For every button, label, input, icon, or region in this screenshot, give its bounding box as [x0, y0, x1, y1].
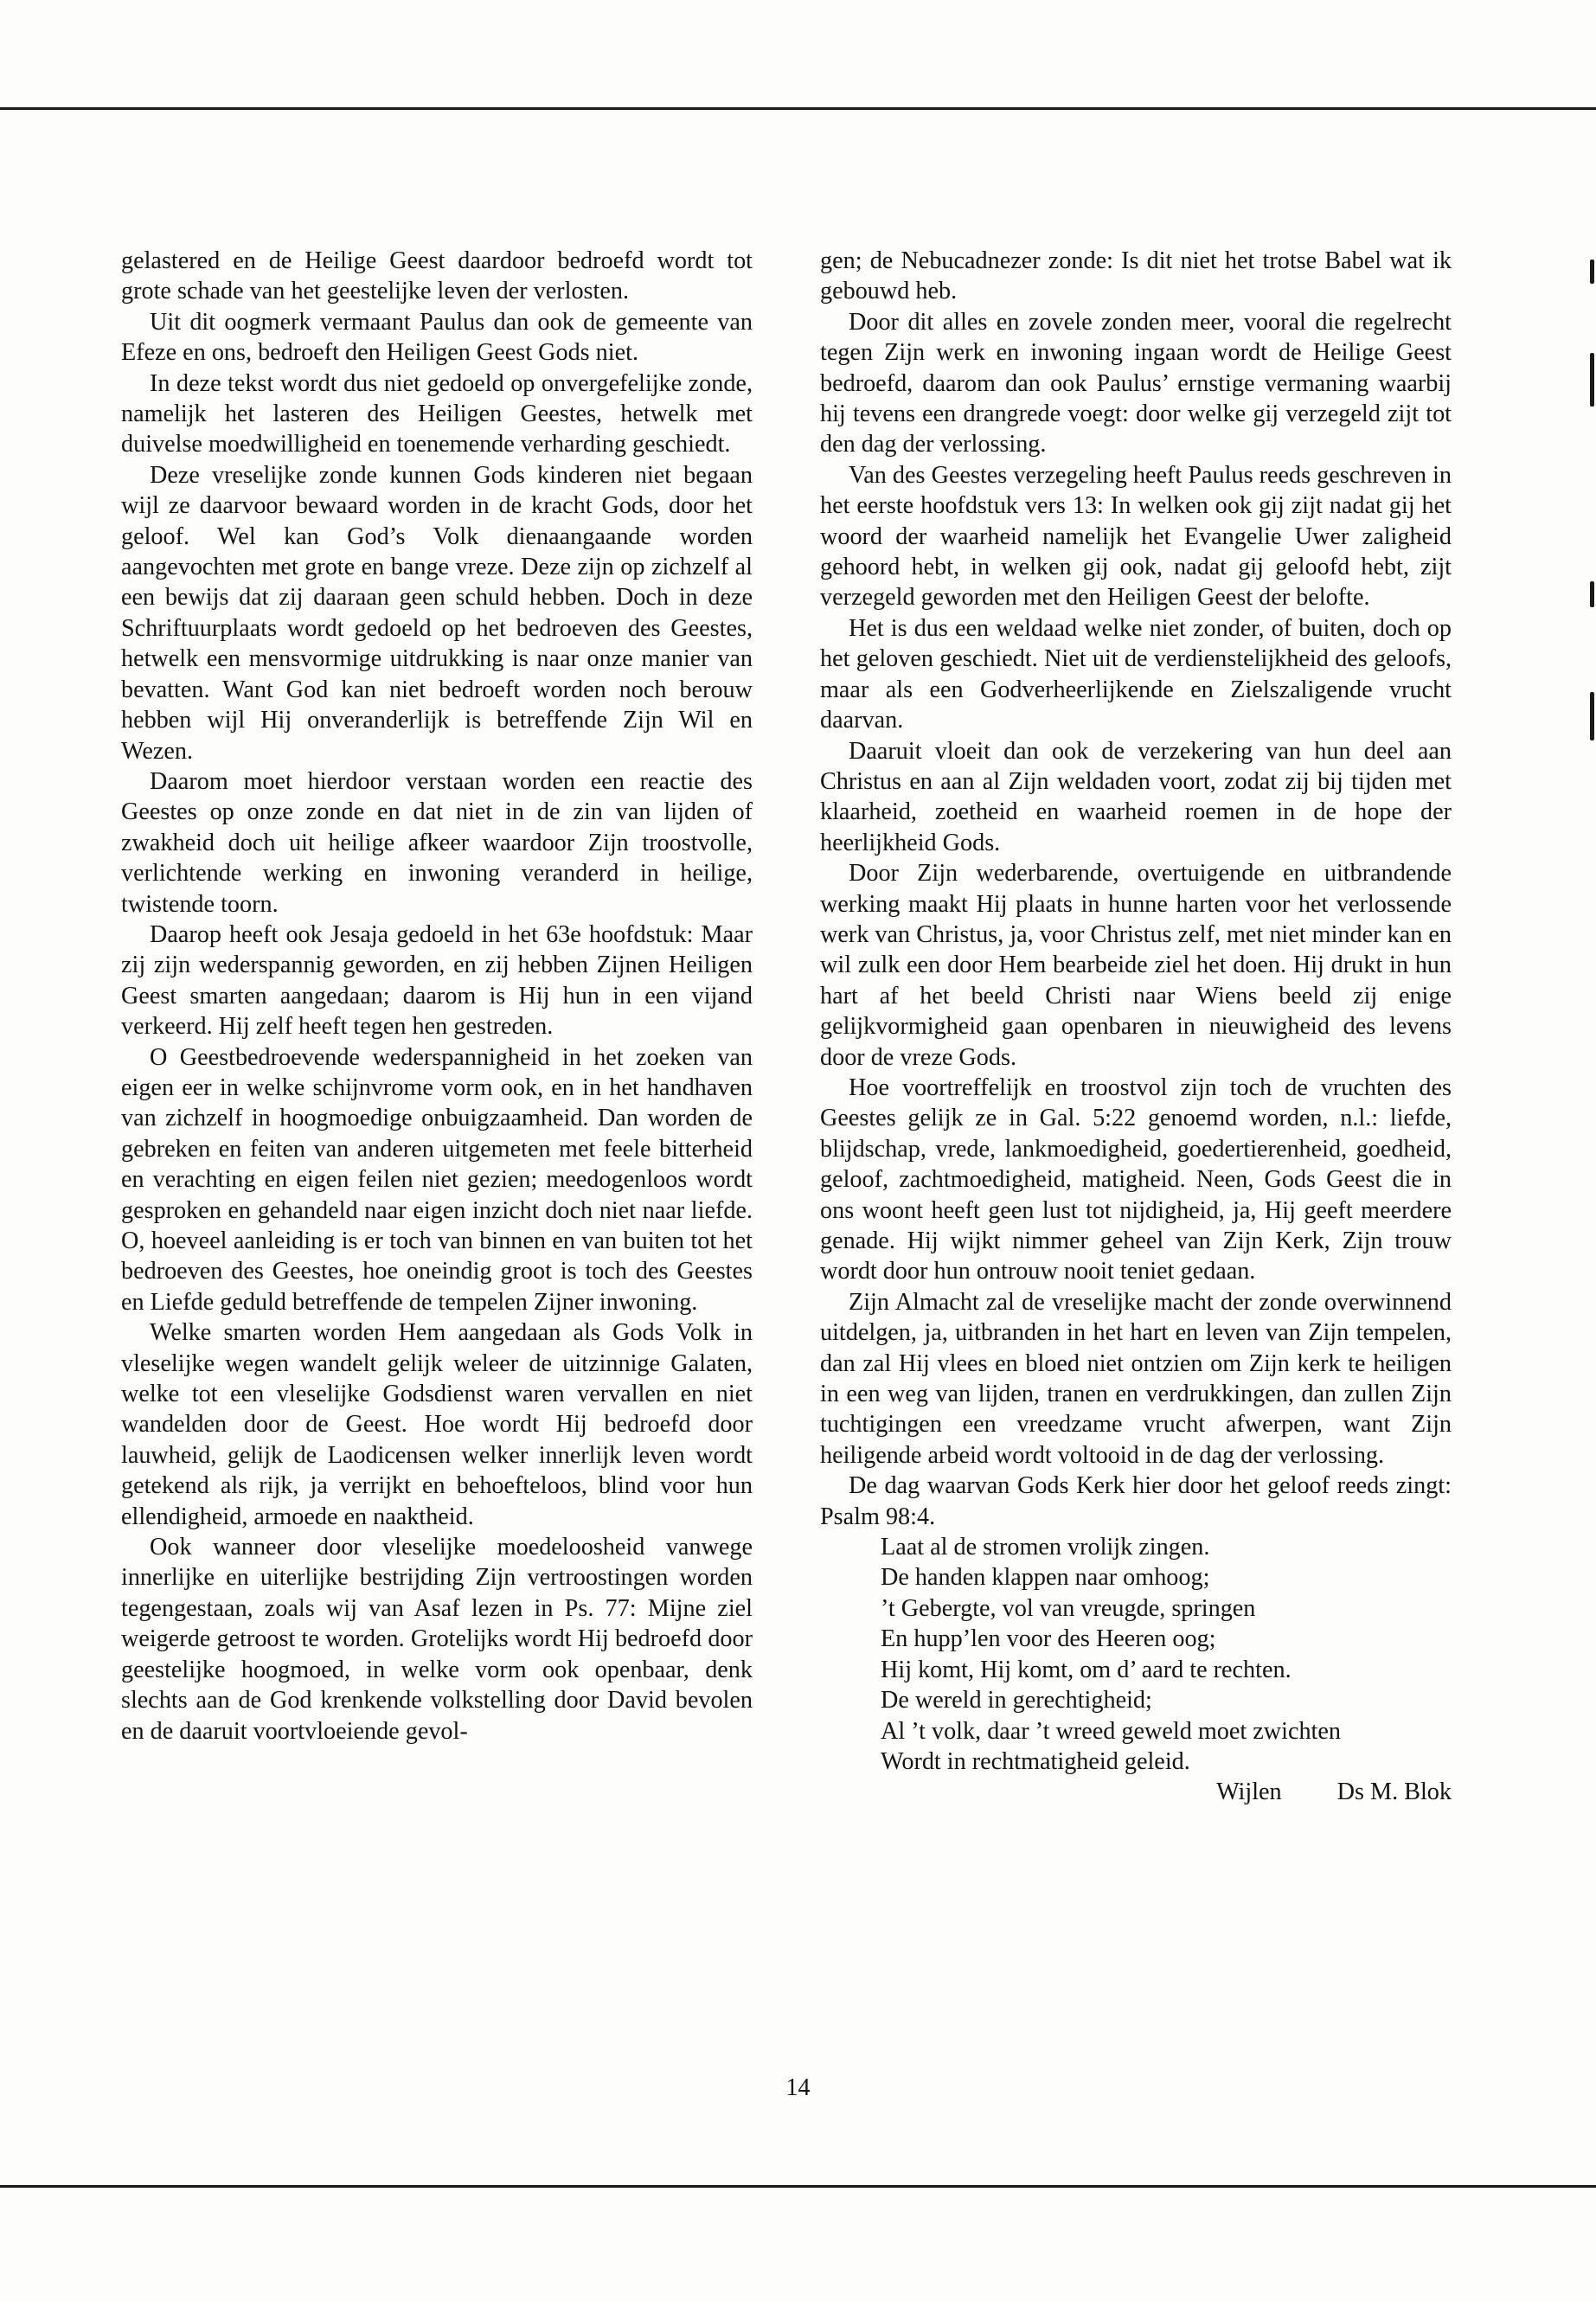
margin-mark [1590, 581, 1594, 607]
paragraph: Daarom moet hierdoor verstaan worden een reactie des Geestes op onze zonde en dat niet in de zin van lijden of zwakheid doch uit heilige afkeer waardoor Zijn troostvolle, verlichtende werking en inwoning veranderd in heilige, twistende toorn. [121, 767, 753, 918]
margin-mark [1590, 353, 1594, 407]
signature-intro: Wijlen [1216, 1779, 1282, 1806]
page-number: 14 [785, 2074, 811, 2101]
paragraph: gelastered en de Heilige Geest daardoor bedroefd wordt tot grote schade van het geestelijke leven der verlosten. [121, 247, 753, 305]
paragraph: Door Zijn wederbarende, overtuigende en uitbrandende werking maakt Hij plaats in hunne harten voor het verlossende werk van Christus, ja, voor Christus zelf, met niet minder kan en wil zulk een door Hem bearbeide ziel het doen. Hij drukt in hun hart af het beeld Christi naar Wiens beeld zij enige gelijkvormigheid gaan openbaren in nieuwigheid des levens door de vreze Gods. [820, 860, 1452, 1071]
right-column [820, 246, 1452, 1808]
paragraph: De dag waarvan Gods Kerk hier door het geloof reeds zingt: Psalm 98:4. [820, 1472, 1452, 1530]
poem-line: Wordt in rechtmatigheid geleid. [881, 1747, 1190, 1775]
paragraph: Door dit alles en zovele zonden meer, vooral die regelrecht tegen Zijn werk en inwoning ingaan wordt de Heilige Geest bedroefd, daarom dan ook Paulus’ ernstige vermaning waarbij hij tevens een drangrede voegt: door welke gij verzegeld zijt tot den dag der verlossing. [820, 308, 1452, 458]
psalm-verse [881, 1532, 1452, 1777]
poem-line: ’t Gebergte, vol van vreugde, springen [881, 1594, 1256, 1622]
signature-author: Ds M. Blok [1336, 1779, 1452, 1806]
paragraph: Hoe voortreffelijk en troostvol zijn toch de vruchten des Geestes gelijk ze in Gal. 5:22 genoemd worden, n.l.: liefde, blijdschap, vrede, lankmoedigheid, goedertierenheid, goedheid, geloof, zachtmoedigheid, matigheid. Neen, Gods Geest die in ons woont heeft geen lust tot nijdigheid, ja, Hij geeft meerdere genade. Hij wijkt nimmer geheel van Zijn Kerk, Zijn trouw wordt door hun ontrouw nooit teniet gedaan. [820, 1074, 1452, 1285]
margin-mark [1590, 692, 1594, 740]
signature [820, 1777, 1452, 1807]
paragraph: Daaruit vloeit dan ook de verzekering van hun deel aan Christus en aan al Zijn weldaden voort, zodat zij bij tijden met klaarheid, zoetheid en waarheid roemen in de hope der heerlijkheid Gods. [820, 737, 1452, 856]
paragraph: Van des Geestes verzegeling heeft Paulus reeds geschreven in het eerste hoofdstuk vers 13: In welken ook gij zijt nadat gij het woord der waarheid namelijk het Evangelie Uwer zaligheid gehoord hebt, in welken gij ook, nadat gij geloofd hebt, zijt verzegeld geworden met den Heiligen Geest der belofte. [820, 461, 1452, 612]
paragraph: Het is dus een weldaad welke niet zonder, of buiten, doch op het geloven geschiedt. Niet uit de verdienstelijkheid des geloofs, maar als een Godverheerlijkende en Zielszaligende vrucht daarvan. [820, 614, 1452, 734]
paragraph: Welke smarten worden Hem aangedaan als Gods Volk in vleselijke wegen wandelt gelijk weleer de uitzinnige Galaten, welke tot een vleselijke Godsdienst waren vervallen en niet wandelden door de Geest. Hoe wordt Hij bedroefd door lauwheid, gelijk de Laodicensen welker innerlijk leven wordt getekend als rijk, ja verrijkt en behoefteloos, blind voor hun ellendigheid, armoede en naaktheid. [121, 1319, 753, 1530]
poem-line: Al ’t volk, daar ’t wreed geweld moet zwichten [881, 1717, 1341, 1745]
scan-bottom-edge [0, 2185, 1596, 2188]
paragraph: Deze vreselijke zonde kunnen Gods kinderen niet begaan wijl ze daarvoor bewaard worden in de kracht Gods, door het geloof. Wel kan God’s Volk dienaangaande worden aangevochten met grote en bange vreze. Deze zijn op zichzelf al een bewijs dat zij daaraan geen schuld hebben. Doch in deze Schriftuurplaats wordt gedoeld op het bedroeven des Geestes, hetwelk een mensvormige uitdrukking is naar onze manier van bevatten. Want God kan niet bedroeft worden noch berouw hebben wijl Hij onveranderlijk is betreffende Zijn Wil en Wezen. [121, 461, 753, 765]
paragraph: In deze tekst wordt dus niet gedoeld op onvergefelijke zonde, namelijk het lasteren des Heiligen Geestes, hetwelk met duivelse moedwilligheid en toenemende verharding geschiedt. [121, 369, 753, 458]
scan-top-edge [0, 107, 1596, 110]
poem-line: En hupp’len voor des Heeren oog; [881, 1625, 1216, 1653]
paragraph: Zijn Almacht zal de vreselijke macht der zonde overwinnend uitdelgen, ja, uitbranden in het hart en leven van Zijn tempelen, dan zal Hij vlees en bloed niet ontzien om Zijn kerk te heiligen in een weg van lijden, tranen en verdrukkingen, dan zullen Zijn tuchtigingen een vreedzame vrucht afwerpen, want Zijn heiligende arbeid wordt voltooid in de dag der verlossing. [820, 1288, 1452, 1469]
paragraph: Daarop heeft ook Jesaja gedoeld in het 63e hoofdstuk: Maar zij zijn wederspannig geworden, en zij hebben Zijnen Heiligen Geest smarten aangedaan; daarom is Hij hun in een vijand verkeerd. Hij zelf heeft tegen hen gestreden. [121, 920, 753, 1041]
margin-mark [1590, 260, 1594, 284]
poem-line: Laat al de stromen vrolijk zingen. [881, 1534, 1210, 1561]
margin-marks [1582, 260, 1596, 779]
paragraph: Uit dit oogmerk vermaant Paulus dan ook de gemeente van Efeze en ons, bedroeft den Heiligen Geest Gods niet. [121, 308, 753, 367]
poem-line: De handen klappen naar omhoog; [881, 1564, 1210, 1592]
poem-line: Hij komt, Hij komt, om d’ aard te rechten. [881, 1656, 1292, 1683]
paragraph: O Geestbedroevende wederspannigheid in het zoeken van eigen eer in welke schijnvrome vorm ook, en in het handhaven van zichzelf in hoogmoedige onbuigzaamheid. Dan worden de gebreken en feiten van anderen uitgemeten met feele bitterheid en verachting en eigen feilen niet gezien; meedogenloos wordt gesproken en gehandeld naar eigen inzicht doch niet naar liefde. O, hoeveel aanleiding is er toch van binnen en van buiten tot het bedroeven des Geestes, hoe oneindig groot is toch des Geestes en Liefde geduld betreffende de tempelen Zijner inwoning. [121, 1043, 753, 1316]
paragraph: Ook wanneer door vleselijke moedeloosheid vanwege innerlijke en uiterlijke bestrijding Zijn vertroostingen worden tegengestaan, zoals wij van Asaf lezen in Ps. 77: Mijne ziel weigerde getroost te worden. Grotelijks wordt Hij bedroefd door geestelijke hoogmoed, in welke vorm ook openbaar, denk slechts aan de God krenkende volkstelling door David bevolen en de daaruit voortvloeiende gevol- [121, 1534, 753, 1745]
poem-line: De wereld in gerechtigheid; [881, 1687, 1152, 1715]
left-column [121, 246, 753, 1747]
paragraph: gen; de Nebucadnezer zonde: Is dit niet het trotse Babel wat ik gebouwd heb. [820, 247, 1452, 305]
